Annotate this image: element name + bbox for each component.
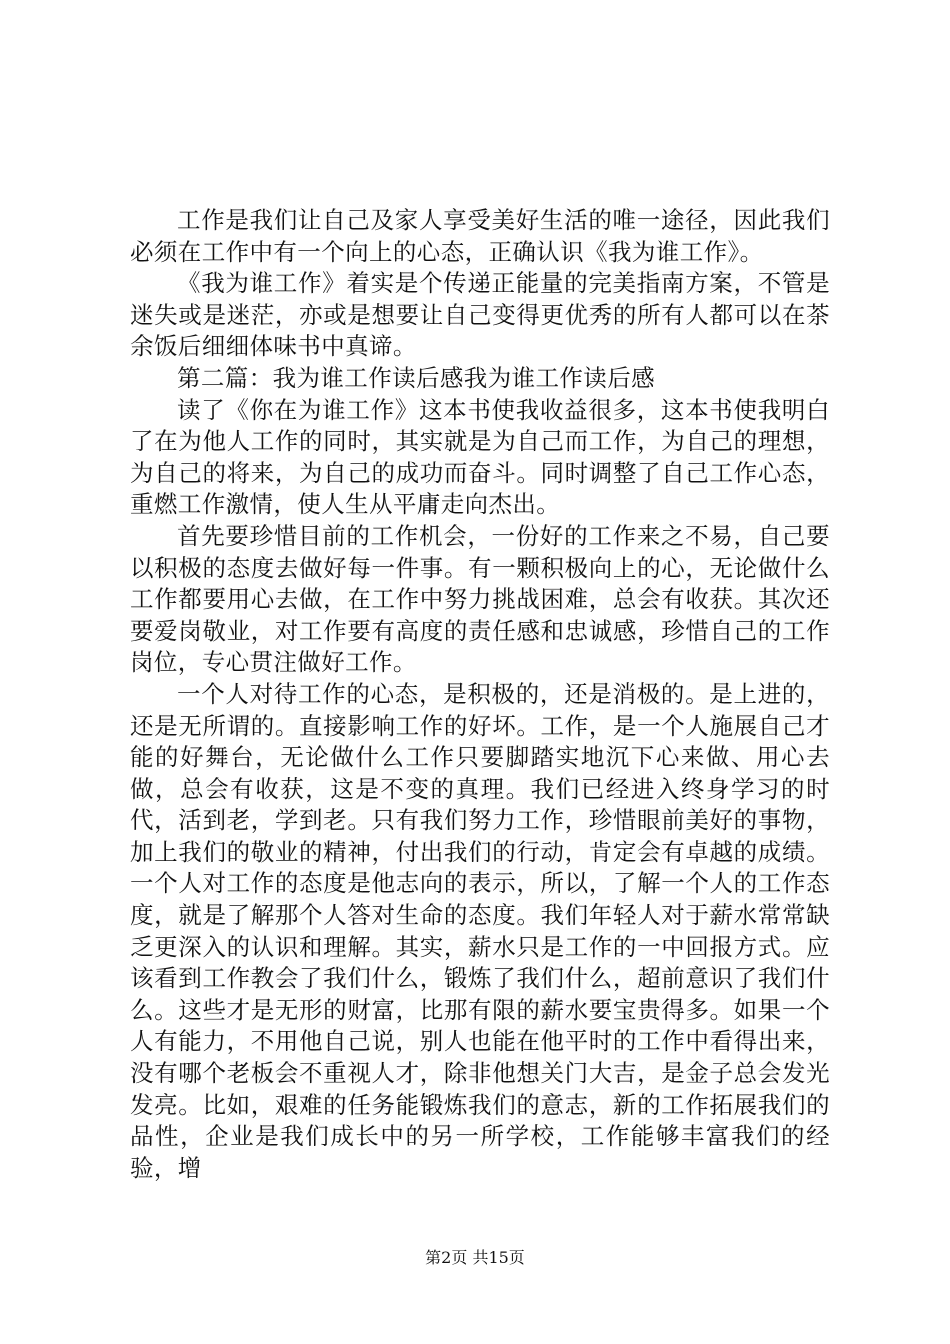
paragraph: 工作是我们让自己及家人享受美好生活的唯一途径，因此我们必须在工作中有一个向上的心态，正确认识《我为谁工作》。 bbox=[130, 206, 830, 266]
document-body bbox=[130, 205, 830, 1184]
page-number-footer: 第2页 共15页 bbox=[425, 1248, 525, 1267]
paragraph: 首先要珍惜目前的工作机会，一份好的工作来之不易，自己要以积极的态度去做好每一件事。有一颗积极向上的心，无论做什么工作都要用心去做，在工作中努力挑战困难，总会有收获。其次还要爱岗敬业，对工作要有高度的责任感和忠诚感，珍惜自己的工作岗位，专心贯注做好工作。 bbox=[130, 521, 830, 677]
paragraph: 读了《你在为谁工作》这本书使我收益很多，这本书使我明白了在为他人工作的同时，其实就是为自己而工作，为自己的理想，为自己的将来，为自己的成功而奋斗。同时调整了自己工作心态，重燃工作激情，使人生从平庸走向杰出。 bbox=[130, 395, 830, 519]
paragraph: 一个人对待工作的心态，是积极的，还是消极的。是上进的，还是无所谓的。直接影响工作的好坏。工作，是一个人施展自己才能的好舞台，无论做什么工作只要脚踏实地沉下心来做、用心去做，总会有收获，这是不变的真理。我们已经进入终身学习的时代，活到老，学到老。只有我们努力工作，珍惜眼前美好的事物，加上我们的敬业的精神，付出我们的行动，肯定会有卓越的成绩。一个人对工作的态度是他志向的表示，所以，了解一个人的工作态度，就是了解那个人答对生命的态度。我们年轻人对于薪水常常缺乏更深入的认识和理解。其实，薪水只是工作的一中回报方式。应该看到工作教会了我们什么，锻炼了我们什么，超前意识了我们什么。这些才是无形的财富，比那有限的薪水要宝贵得多。如果一个人有能力，不用他自己说，别人也能在他平时的工作中看得出来，没有哪个老板会不重视人才，除非他想关门大吉，是金子总会发光发亮。比如，艰难的任务能锻炼我们的意志，新的工作拓展我们的品性，企业是我们成长中的另一所学校，工作能够丰富我们的经验，增 bbox=[130, 679, 830, 1182]
section-heading: 第二篇：我为谁工作读后感我为谁工作读后感 bbox=[177, 363, 655, 392]
paragraph: 《我为谁工作》着实是个传递正能量的完美指南方案，不管是迷失或是迷茫，亦或是想要让自己变得更优秀的所有人都可以在茶余饭后细细体味书中真谛。 bbox=[130, 269, 830, 361]
